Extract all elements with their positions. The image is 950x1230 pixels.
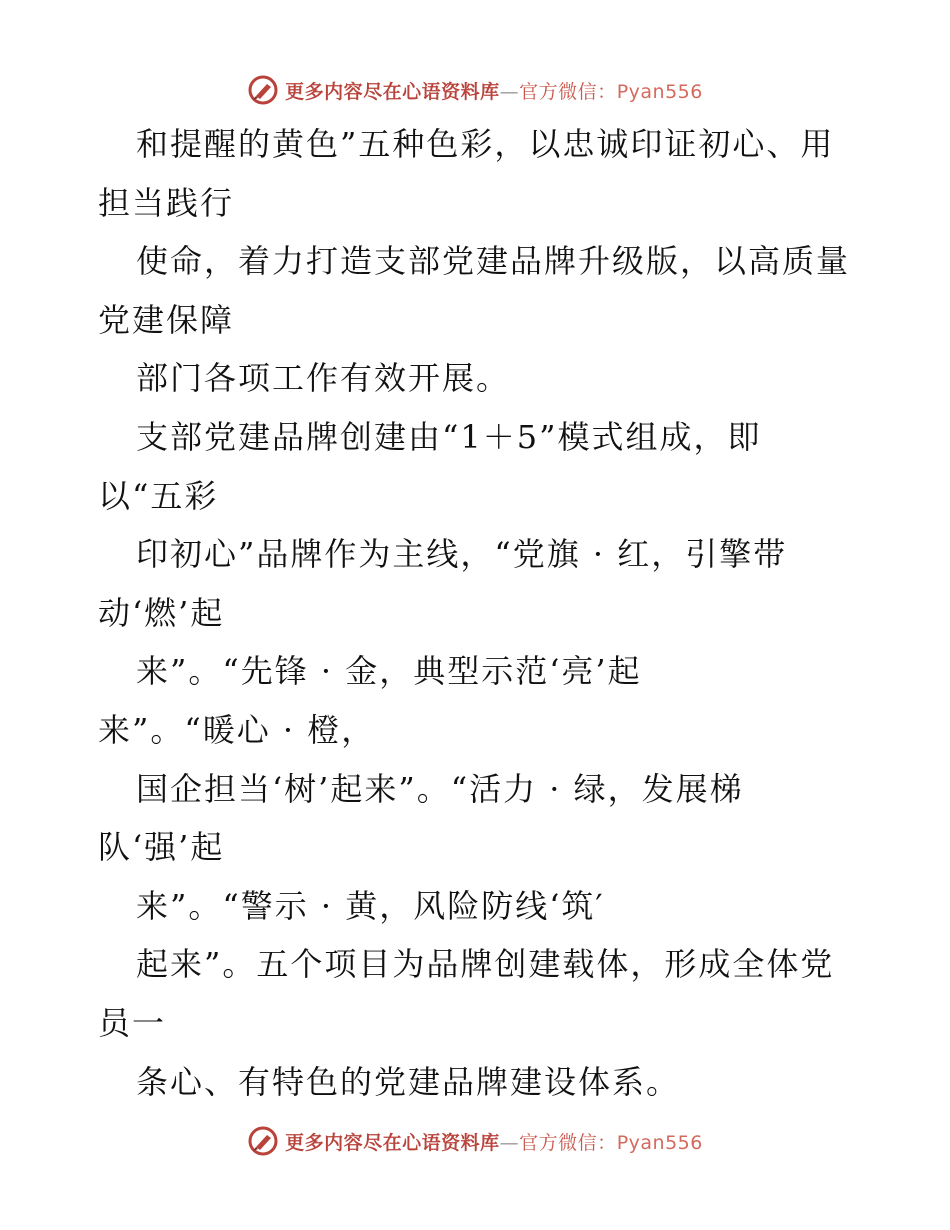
text-line: 动‘燃’起 — [98, 593, 225, 632]
text-line: 党建保障 — [98, 300, 235, 339]
watermark-text — [285, 1128, 703, 1155]
text-line: 来”。“警示 · 黄，风险防线‘筑′ — [136, 886, 605, 925]
footer-watermark — [0, 1121, 950, 1161]
text-line: 以“五彩 — [98, 476, 219, 515]
watermark-id: Pyan556 — [616, 1131, 703, 1154]
text-line: 使命，着力打造支部党建品牌升级版，以高质量 — [136, 242, 851, 281]
watermark-id: Pyan556 — [616, 80, 703, 103]
text-line: 和提醒的黄色”五种色彩，以忠诚印证初心、用 — [136, 125, 835, 163]
text-line: 员一 — [98, 1003, 167, 1042]
watermark-text — [285, 77, 703, 104]
document-body — [98, 115, 858, 1111]
pen-logo-icon — [247, 1125, 279, 1157]
text-line: 来”。“暖心 · 橙， — [98, 710, 376, 749]
text-line: 部门各项工作有效开展。 — [136, 359, 511, 398]
text-line: 起来”。五个项目为品牌创建载体，形成全体党 — [136, 945, 835, 984]
watermark-separator: — — [499, 1131, 520, 1154]
text-line: 国企担当‘树’起来”。“活力 · 绿，发展梯 — [136, 769, 744, 808]
watermark-official: 官方微信： — [519, 80, 617, 103]
text-line: 印初心”品牌作为主线，“党旗 · 红，引擎带 — [136, 535, 788, 574]
text-line: 条心、有特色的党建品牌建设体系。 — [136, 1062, 681, 1101]
watermark-separator: — — [499, 80, 520, 103]
text-line: 担当践行 — [98, 183, 235, 222]
watermark-main: 更多内容尽在心语资料库 — [285, 1131, 500, 1154]
header-watermark — [0, 70, 950, 110]
watermark-main: 更多内容尽在心语资料库 — [285, 80, 500, 103]
watermark-official: 官方微信： — [519, 1131, 617, 1154]
text-line: 支部党建品牌创建由“1＋5”模式组成，即 — [136, 417, 762, 456]
text-line: 队‘强’起 — [98, 828, 225, 867]
text-line: 来”。“先锋 · 金，典型示范‘亮’起 — [136, 652, 642, 691]
pen-logo-icon — [247, 74, 279, 106]
